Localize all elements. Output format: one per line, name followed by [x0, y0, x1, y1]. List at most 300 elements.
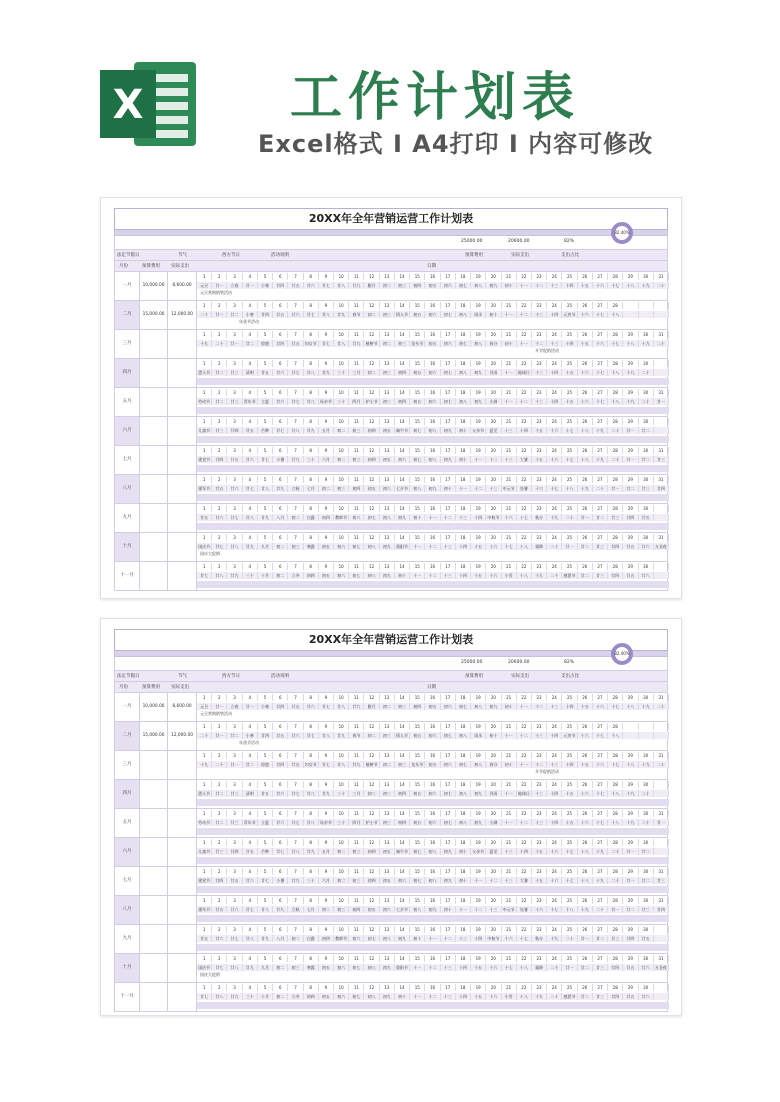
month-name: 六月	[115, 417, 140, 445]
day-cell: 25	[562, 331, 577, 338]
page-subtitle: Excel格式 I A4打印 I 内容可修改	[258, 130, 654, 158]
day-cell: 25	[562, 926, 577, 933]
day-cell: 8	[304, 447, 319, 454]
lunar-cell: 廿八	[319, 311, 334, 318]
day-cell: 16	[425, 389, 440, 396]
day-cell: 13	[380, 723, 395, 730]
lunar-cell: 七月	[304, 485, 319, 492]
lunar-cell: 十九	[623, 790, 638, 797]
lunar-cell: 廿七	[258, 456, 273, 463]
month-budget	[140, 954, 168, 982]
day-cell: 7	[288, 360, 303, 367]
lunar-cell: 三月	[349, 790, 364, 797]
day-cell: 15	[410, 723, 425, 730]
month-name: 四月	[115, 780, 140, 808]
day-cell: 10	[334, 926, 349, 933]
day-cell: 16	[425, 955, 440, 962]
day-cell: 26	[578, 360, 593, 367]
day-cell: 13	[380, 984, 395, 991]
day-cell: 5	[258, 563, 273, 570]
day-cell: 21	[502, 781, 517, 788]
month-actual: 12,000.00	[168, 722, 197, 750]
day-cell: 5	[258, 897, 273, 904]
lunar-cell: 初七	[456, 703, 471, 710]
months-table	[114, 693, 668, 1012]
lunar-cell: 十七	[593, 790, 608, 797]
day-grid	[197, 722, 669, 750]
lunar-row	[197, 398, 669, 405]
month-row	[115, 693, 667, 722]
day-cell: 3	[227, 534, 242, 541]
lunar-cell: 二十	[639, 398, 654, 405]
lunar-cell: 十三	[456, 935, 471, 942]
lunar-cell: 初六	[334, 543, 349, 550]
day-cell: 24	[547, 447, 562, 454]
day-cell: 2	[212, 723, 227, 730]
band-row	[197, 915, 669, 922]
lunar-cell: 八月	[273, 935, 288, 942]
lunar-cell: 廿七	[288, 790, 303, 797]
lunar-cell: 廿二	[243, 761, 258, 768]
day-cell: 1	[197, 926, 212, 933]
lunar-cell: 十五	[562, 398, 577, 405]
day-cell: 10	[334, 723, 349, 730]
day-cell: 31	[654, 534, 669, 541]
lunar-cell: 十一	[456, 906, 471, 913]
day-cell: 8	[304, 418, 319, 425]
lunar-cell: 初三	[380, 790, 395, 797]
month-actual	[168, 751, 197, 779]
lunar-cell: 初四	[364, 427, 379, 434]
lunar-cell: 霜降	[532, 543, 547, 550]
day-cell: 16	[425, 563, 440, 570]
lunar-cell: 廿三	[593, 993, 608, 1000]
month-actual	[168, 330, 197, 358]
day-cell: 27	[593, 389, 608, 396]
day-cell: 20	[486, 447, 501, 454]
lunar-cell: 十五	[578, 703, 593, 710]
lunar-cell: 廿七	[212, 543, 227, 550]
day-cell: 7	[288, 926, 303, 933]
lunar-cell	[623, 732, 638, 739]
lunar-cell: 小雪	[502, 993, 517, 1000]
lunar-cell: 十二	[486, 456, 501, 463]
day-cell: 8	[304, 752, 319, 759]
day-cell: 22	[517, 476, 532, 483]
lunar-cell: 初七	[441, 819, 456, 826]
lunar-cell: 廿一	[227, 761, 242, 768]
day-cell: 27	[593, 839, 608, 846]
day-cell: 24	[547, 810, 562, 817]
lunar-cell: 霜降	[532, 964, 547, 971]
lunar-cell: 元宵节	[562, 311, 577, 318]
band-row	[197, 494, 669, 501]
lunar-cell: 三十	[334, 369, 349, 376]
day-cell: 11	[349, 694, 364, 701]
day-cell: 6	[273, 302, 288, 309]
lunar-cell: 十九	[197, 761, 212, 768]
lunar-cell: 初三	[380, 732, 395, 739]
lunar-cell: 十三	[502, 456, 517, 463]
lunar-cell: 大暑	[517, 877, 532, 884]
day-cell: 22	[517, 781, 532, 788]
day-cell: 21	[502, 418, 517, 425]
day-cell: 9	[319, 273, 334, 280]
lunar-cell: 十三	[486, 485, 501, 492]
lunar-cell: 廿二	[227, 732, 242, 739]
day-cell: 1	[197, 273, 212, 280]
day-cell: 6	[273, 926, 288, 933]
day-cell: 8	[304, 505, 319, 512]
day-cell: 30	[639, 694, 654, 701]
lunar-cell: 十七	[608, 703, 623, 710]
month-budget	[140, 838, 168, 866]
day-cell: 4	[243, 302, 258, 309]
lunar-cell: 廿六	[639, 964, 654, 971]
lunar-cell: 廿一	[578, 514, 593, 521]
day-cell: 21	[502, 476, 517, 483]
day-cell: 23	[532, 839, 547, 846]
lunar-cell: 初七	[441, 790, 456, 797]
day-cell: 3	[227, 505, 242, 512]
day-cell: 25	[562, 810, 577, 817]
day-cell: 2	[212, 476, 227, 483]
day-cell: 18	[456, 447, 471, 454]
sheet-page-2	[100, 618, 682, 1016]
month-row	[115, 925, 667, 954]
lunar-cell: 十八	[608, 398, 623, 405]
lunar-cell: 廿一	[562, 964, 577, 971]
day-grid	[197, 983, 669, 1011]
lunar-cell: 初九	[425, 906, 440, 913]
day-cell: 23	[532, 302, 547, 309]
day-cell: 14	[395, 752, 410, 759]
day-grid	[197, 301, 669, 329]
day-cell: 13	[380, 418, 395, 425]
day-cell: 10	[334, 534, 349, 541]
day-cell: 4	[243, 694, 258, 701]
day-cell: 31	[654, 389, 669, 396]
day-cell: 8	[304, 723, 319, 730]
day-cell: 9	[319, 302, 334, 309]
month-row	[115, 533, 667, 562]
lunar-cell: 廿六	[243, 877, 258, 884]
day-cell: 14	[395, 694, 410, 701]
lunar-cell: 初四	[349, 906, 364, 913]
day-cell: 6	[273, 781, 288, 788]
day-cell: 19	[471, 955, 486, 962]
month-actual	[168, 838, 197, 866]
day-cell: 19	[471, 331, 486, 338]
day-cell: 24	[547, 839, 562, 846]
day-cell: 15	[410, 302, 425, 309]
lunar-cell: 寒露	[304, 543, 319, 550]
lunar-cell: 初七	[441, 732, 456, 739]
day-cell: 4	[243, 810, 258, 817]
lunar-cell	[623, 311, 638, 318]
lunar-cell: 初十	[410, 935, 425, 942]
lunar-cell: 十六	[547, 427, 562, 434]
lunar-cell: 十八	[562, 485, 577, 492]
lunar-cell: 十二	[532, 282, 547, 289]
lunar-cell: 廿五	[288, 761, 303, 768]
day-cell: 2	[212, 694, 227, 701]
lunar-row	[197, 543, 669, 550]
day-cell: 24	[547, 984, 562, 991]
day-cell: 8	[304, 534, 319, 541]
day-cell: 9	[319, 752, 334, 759]
lunar-cell: 廿七	[243, 906, 258, 913]
lunar-cell: 十二	[471, 485, 486, 492]
day-grid	[197, 446, 669, 474]
day-cell: 14	[395, 534, 410, 541]
lunar-cell: 中秋节	[486, 935, 501, 942]
lunar-cell: 廿九	[227, 993, 242, 1000]
month-budget: 15,000.00	[140, 722, 168, 750]
day-cell: 22	[517, 389, 532, 396]
lunar-cell: 廿七	[319, 282, 334, 289]
lunar-cell: 十八	[517, 964, 532, 971]
lunar-cell: 廿八	[243, 514, 258, 521]
day-cell: 24	[547, 868, 562, 875]
lunar-row	[197, 703, 669, 710]
day-cell: 6	[273, 505, 288, 512]
day-cell: 28	[608, 723, 623, 730]
lunar-cell: 廿六	[639, 993, 654, 1000]
day-cell: 2	[212, 331, 227, 338]
lunar-cell: 惊蛰	[258, 340, 273, 347]
lunar-cell: 初五	[364, 906, 379, 913]
day-cell: 15	[410, 505, 425, 512]
day-cell: 8	[304, 389, 319, 396]
lunar-cell: 廿三	[608, 935, 623, 942]
day-cell: 22	[517, 897, 532, 904]
lunar-cell: 廿三	[227, 790, 242, 797]
day-cell: 5	[258, 331, 273, 338]
lunar-cell: 二十	[639, 369, 654, 376]
day-cell: 8	[304, 868, 319, 875]
day-cell: 7	[288, 839, 303, 846]
day-cell: 16	[425, 723, 440, 730]
lunar-cell: 廿二	[639, 848, 654, 855]
lunar-cell: 十九	[623, 819, 638, 826]
month-budget	[140, 359, 168, 387]
lunar-cell: 初六	[349, 935, 364, 942]
month-row	[115, 504, 667, 533]
month-actual: 8,600.00	[168, 272, 197, 300]
day-cell: 31	[654, 752, 669, 759]
day-cell: 26	[578, 331, 593, 338]
band-row	[197, 857, 669, 864]
lunar-cell: 廿四	[608, 572, 623, 579]
lunar-cell: 春分	[486, 761, 501, 768]
day-cell: 2	[212, 360, 227, 367]
lunar-cell: 二十	[547, 993, 562, 1000]
lunar-cell: 初六	[441, 340, 456, 347]
lunar-cell: 夏至	[486, 427, 501, 434]
lunar-cell: 初九	[380, 993, 395, 1000]
day-cell: 14	[395, 955, 410, 962]
day-cell: 17	[441, 273, 456, 280]
day-cell: 29	[623, 331, 638, 338]
lunar-cell: 立秋	[288, 485, 303, 492]
lunar-cell: 初四	[395, 369, 410, 376]
ratio-value: 82%	[564, 660, 575, 665]
day-cell: 25	[562, 752, 577, 759]
lunar-cell: 廿七	[227, 935, 242, 942]
day-cell: 3	[227, 331, 242, 338]
lunar-cell: 愚人节	[197, 790, 212, 797]
lunar-cell: 初二	[334, 877, 349, 884]
day-cell: 17	[441, 418, 456, 425]
day-cell: 17	[441, 810, 456, 817]
day-cell: 23	[532, 868, 547, 875]
lunar-cell: 三十	[334, 819, 349, 826]
day-cell: 24	[547, 694, 562, 701]
lunar-cell: 十六	[486, 572, 501, 579]
lunar-cell: 十七	[502, 543, 517, 550]
lunar-cell: 十六	[578, 369, 593, 376]
lunar-cell: 六月	[319, 877, 334, 884]
day-cell: 26	[578, 389, 593, 396]
lunar-cell: 廿七	[243, 485, 258, 492]
day-cell	[654, 839, 669, 846]
day-cell: 10	[334, 273, 349, 280]
lunar-cell: 初五	[380, 848, 395, 855]
day-cell: 6	[273, 897, 288, 904]
day-cell: 20	[486, 331, 501, 338]
lunar-cell: 初八	[380, 514, 395, 521]
day-cell: 5	[258, 868, 273, 875]
lunar-cell: 廿二	[639, 427, 654, 434]
lunar-cell: 初十	[395, 572, 410, 579]
day-cell: 13	[380, 273, 395, 280]
day-cell: 12	[364, 563, 379, 570]
month-row	[115, 301, 667, 330]
day-cell: 4	[243, 897, 258, 904]
day-cell: 4	[243, 752, 258, 759]
lunar-cell: 十二	[486, 877, 501, 884]
lunar-cell: 廿三	[639, 906, 654, 913]
lunar-cell: 初九	[380, 572, 395, 579]
day-cell: 7	[288, 534, 303, 541]
lunar-cell: 妇女节	[304, 340, 319, 347]
lunar-cell: 十二	[425, 572, 440, 579]
day-cell: 19	[471, 563, 486, 570]
day-cell	[654, 563, 669, 570]
day-cell: 2	[212, 534, 227, 541]
lunar-row	[197, 485, 669, 492]
day-cell: 27	[593, 447, 608, 454]
day-number-row	[197, 694, 669, 701]
lunar-cell: 龙头节	[410, 340, 425, 347]
lunar-cell: 九月	[258, 964, 273, 971]
lunar-cell: 十七	[608, 761, 623, 768]
band-row	[197, 465, 669, 472]
day-cell: 9	[319, 331, 334, 338]
day-cell: 11	[349, 534, 364, 541]
day-cell: 4	[243, 868, 258, 875]
month-budget	[140, 983, 168, 1011]
lunar-cell: 十七	[593, 819, 608, 826]
day-cell: 20	[486, 781, 501, 788]
lunar-cell: 二十	[639, 819, 654, 826]
day-cell: 30	[639, 447, 654, 454]
day-cell: 17	[441, 505, 456, 512]
day-cell: 28	[608, 273, 623, 280]
lunar-cell: 廿三	[654, 877, 669, 884]
day-cell: 23	[532, 752, 547, 759]
day-cell: 3	[227, 563, 242, 570]
sheet-title: 20XX年全年营销运营工作计划表	[114, 208, 668, 230]
day-cell: 15	[410, 534, 425, 541]
lunar-cell: 建军节	[197, 906, 212, 913]
day-cell: 18	[456, 302, 471, 309]
lunar-cell: 廿八	[334, 761, 349, 768]
lunar-cell: 廿七	[304, 732, 319, 739]
day-cell: 19	[471, 723, 486, 730]
day-cell: 2	[212, 984, 227, 991]
day-cell: 8	[304, 781, 319, 788]
day-cell: 11	[349, 752, 364, 759]
lunar-cell: 廿四	[273, 340, 288, 347]
lunar-cell: 十六	[578, 819, 593, 826]
day-cell: 10	[334, 331, 349, 338]
day-cell: 20	[486, 563, 501, 570]
day-cell: 18	[456, 926, 471, 933]
lunar-cell: 廿二	[578, 572, 593, 579]
day-cell: 12	[364, 360, 379, 367]
lunar-cell: 廿三	[593, 572, 608, 579]
day-cell: 2	[212, 839, 227, 846]
day-cell: 12	[364, 926, 379, 933]
lunar-cell: 十一	[502, 790, 517, 797]
day-cell: 26	[578, 447, 593, 454]
day-grid	[197, 751, 669, 779]
lunar-cell: 初三	[395, 282, 410, 289]
lunar-cell: 立夏	[258, 819, 273, 826]
lunar-cell: 初六	[441, 761, 456, 768]
day-cell: 21	[502, 505, 517, 512]
day-cell: 6	[273, 955, 288, 962]
lunar-cell: 八月	[273, 514, 288, 521]
lunar-cell: 廿三	[608, 514, 623, 521]
day-cell: 15	[410, 563, 425, 570]
day-cell: 7	[288, 389, 303, 396]
lunar-cell: 父亲节	[471, 848, 486, 855]
day-cell: 28	[608, 389, 623, 396]
lunar-cell: 十五	[532, 427, 547, 434]
day-cell: 5	[258, 984, 273, 991]
lunar-cell: 立冬	[288, 572, 303, 579]
month-name: 十一月	[115, 562, 140, 590]
lunar-cell: 二十	[654, 703, 669, 710]
day-cell: 31	[654, 331, 669, 338]
lunar-cell: 立秋	[288, 906, 303, 913]
month-note: 开学促销活动	[535, 769, 559, 774]
day-cell: 1	[197, 984, 212, 991]
month-actual	[168, 417, 197, 445]
day-cell: 6	[273, 984, 288, 991]
day-cell: 7	[288, 810, 303, 817]
day-cell: 9	[319, 984, 334, 991]
day-cell: 20	[486, 723, 501, 730]
day-cell: 27	[593, 534, 608, 541]
lunar-cell: 初二	[380, 340, 395, 347]
day-cell: 26	[578, 752, 593, 759]
day-cell: 9	[319, 563, 334, 570]
day-cell: 19	[471, 897, 486, 904]
